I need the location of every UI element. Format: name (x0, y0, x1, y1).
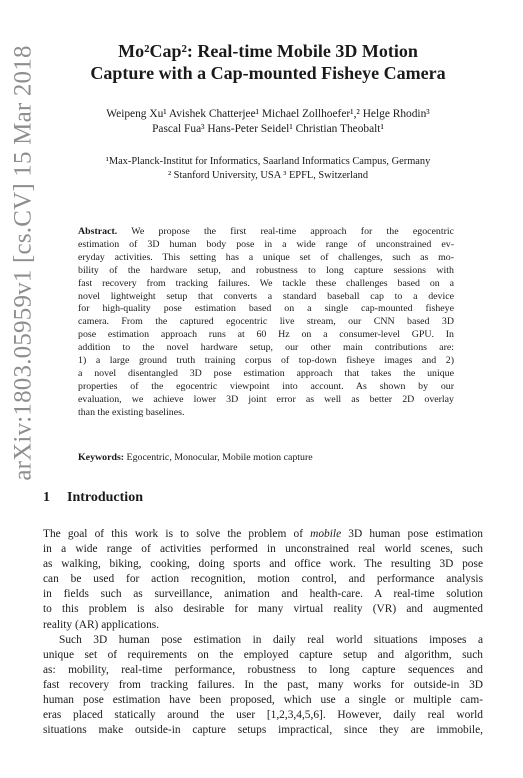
affiliation-line: ² Stanford University, USA ³ EPFL, Switzerland (167, 170, 369, 181)
abstract-line: evaluation, we achieve lower 3D joint error as well as better 2D overlay (78, 393, 454, 405)
author-line: Weipeng Xu¹ Avishek Chatterjee¹ Michael Zollhoefer¹,² Helge Rhodin³ (106, 108, 430, 120)
section-title: Introduction (67, 490, 143, 505)
body-line (43, 527, 483, 542)
author-list (52, 107, 484, 137)
abstract-line: than the existing baselines. (78, 406, 185, 418)
affiliations (52, 155, 484, 183)
body-line: situations make outside-in capture setups impractical, since they are immobile, (43, 724, 483, 737)
arxiv-identifier-stamp (4, 28, 44, 498)
title-line: Mo²Cap²: Real-time Mobile 3D Motion (118, 41, 418, 61)
abstract-line: estimation of 3D human body pose in a wide range of unconstrained ev- (78, 238, 454, 250)
abstract-line: pose estimation approach runs at 60 Hz on a consumer-level GPU. In (78, 329, 454, 341)
abstract-line: camera. From the captured egocentric live stream, our CNN based 3D (78, 316, 454, 328)
body-text-run: The goal of this work is to solve the problem of (43, 528, 311, 540)
emphasis-mobile: mobile (310, 528, 342, 540)
body-line: human pose estimation have been proposed, which use a single or multiple cam- (43, 694, 483, 707)
author-line: Pascal Fua³ Hans-Peter Seidel¹ Christian Theobalt¹ (152, 123, 384, 135)
abstract-line: 1) a large ground truth training corpus of top-down fisheye images and 2) (78, 355, 454, 367)
keywords-label: Keywords: (78, 452, 125, 463)
body-line: reality (AR) applications. (43, 618, 160, 631)
body-line: can be used for action recognition, motion control, and performance analysis (43, 573, 483, 586)
abstract-line: fast recovery from tracking failures. We tackle these challenges based on a (78, 277, 454, 289)
abstract (78, 226, 454, 420)
body-line: eras placed statically around the user [1,2,3,4,5,6]. However, daily real world (43, 709, 483, 722)
body-line: Such 3D human pose estimation in daily real world situations imposes a (59, 633, 483, 646)
section-heading (43, 490, 483, 506)
arxiv-stamp-text: arXiv:1803.05959v1 [cs.CV] 15 Mar 2018 (10, 45, 38, 481)
affiliation-line: ¹Max-Planck-Institut for Informatics, Saarland Informatics Campus, Germany (105, 156, 431, 167)
abstract-line (78, 226, 454, 239)
body-line: in a wide range of activities performed in unconstrained real world scenes, such (43, 543, 483, 556)
abstract-first-line-text: We propose the first real-time approach for the egocentric (117, 226, 454, 237)
abstract-line: for high-quality pose estimation based on a single cap-mounted fisheye (78, 303, 454, 315)
body-line: fast recovery from tracking failures. In the past, many works for outside-in 3D (43, 678, 483, 691)
abstract-label: Abstract. (78, 226, 118, 237)
abstract-line: addition to the novel hardware setup, our other main contributions are: (78, 342, 454, 354)
abstract-line: eryday activities. This setting has a unique set of challenges, such as mo- (78, 251, 454, 263)
paper-title (58, 40, 478, 84)
body-text (43, 527, 483, 738)
body-line: unique set of requirements on the employed capture setup and algorithm, such (43, 648, 483, 661)
keywords-text: Egocentric, Monocular, Mobile motion capture (124, 452, 313, 463)
keywords (78, 451, 454, 464)
abstract-line: properties of the egocentric viewpoint into account. As shown by our (78, 380, 454, 392)
title-line: Capture with a Cap-mounted Fisheye Camera (90, 63, 446, 83)
body-line: as walking, biking, cooking, doing sports and office work. The resulting 3D pose (43, 558, 483, 571)
body-line: to this problem is also desirable for many virtual reality (VR) and augmented (43, 603, 483, 616)
body-line: in fields such as surveillance, animation and health-care. A real-time solution (43, 588, 483, 601)
abstract-line: a novel disentangled 3D pose estimation approach that takes the unique (78, 367, 454, 379)
body-line: as: mobility, real-time performance, robustness to long capture sequences and (43, 663, 483, 676)
abstract-line: bility of the hardware setup, and robustness to long capture sessions with (78, 264, 454, 276)
section-number: 1 (43, 490, 50, 505)
abstract-line: novel lightweight setup that converts a standard baseball cap to a device (78, 290, 454, 302)
body-text-run: 3D human pose estimation (341, 528, 483, 540)
